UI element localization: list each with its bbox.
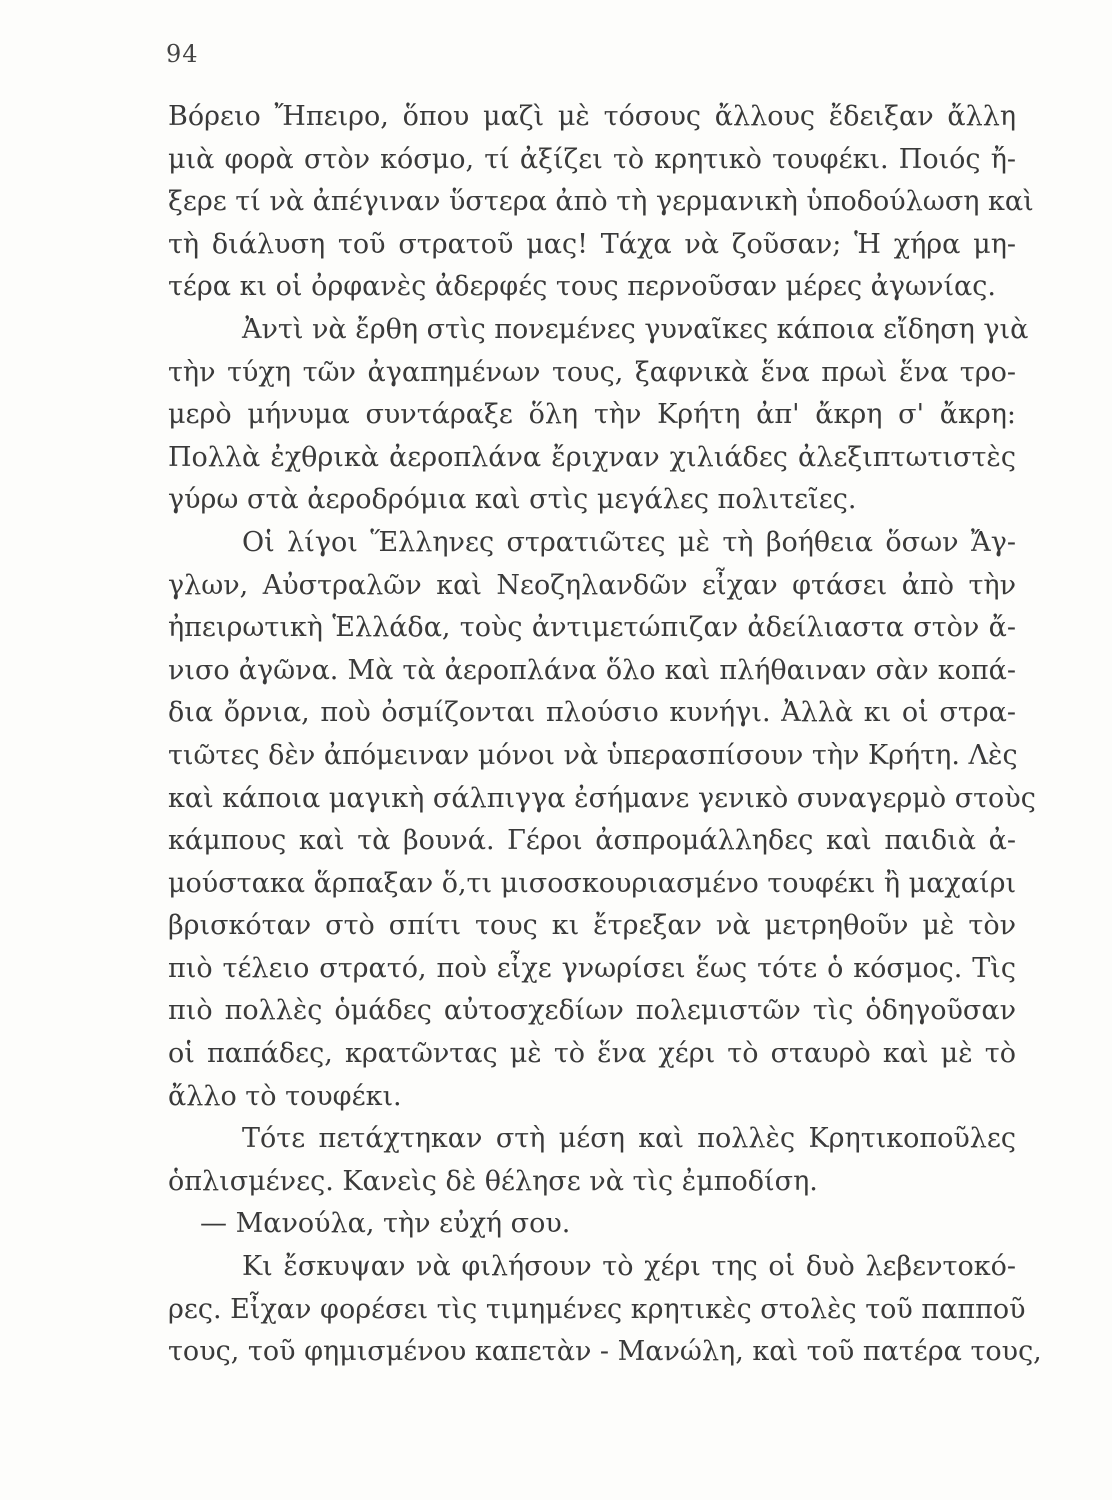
text-line: Τότε πετάχτηκαν στὴ μέση καὶ πολλὲς Κρητικοποῦλες [242, 1123, 1016, 1155]
text-line: τιῶτες δὲν ἀπόμειναν μόνοι νὰ ὑπερασπίσουν τὴν Κρήτη. Λὲς [168, 739, 1018, 771]
text-line: τὴ διάλυση τοῦ στρατοῦ μας! Τάχα νὰ ζοῦσαν; Ἡ χήρα μη- [168, 228, 1016, 260]
text-line: τους, τοῦ φημισμένου καπετὰν - Μανώλη, καὶ τοῦ πατέρα τους, [168, 1336, 1042, 1368]
text-line: βρισκόταν στὸ σπίτι τους κι ἔτρεξαν νὰ μετρηθοῦν μὲ τὸν [168, 910, 1016, 942]
text-line: οἱ παπάδες, κρατῶντας μὲ τὸ ἕνα χέρι τὸ σταυρὸ καὶ μὲ τὸ [168, 1038, 1016, 1070]
text-line: Οἱ λίγοι Ἕλληνες στρατιῶτες μὲ τὴ βοήθεια ὅσων Ἄγ- [242, 526, 1016, 558]
text-line: ὁπλισμένες. Κανεὶς δὲ θέλησε νὰ τὶς ἐμποδίση. [168, 1165, 818, 1197]
page-number: 94 [166, 40, 199, 68]
text-line: γλων, Αὐστραλῶν καὶ Νεοζηλανδῶν εἶχαν φτάσει ἀπὸ τὴν [168, 569, 1016, 601]
text-line: πιὸ τέλειο στρατό, ποὺ εἶχε γνωρίσει ἕως τότε ὁ κόσμος. Τὶς [168, 952, 1016, 984]
body-text [168, 96, 1042, 1374]
text-line: Ἀντὶ νὰ ἔρθη στὶς πονεμένες γυναῖκες κάποια εἴδηση γιὰ [242, 313, 1029, 345]
text-line: ἠπειρωτικὴ Ἑλλάδα, τοὺς ἀντιμετώπιζαν ἀδείλιαστα στὸν ἄ- [168, 612, 1016, 644]
text-line: ἄλλο τὸ τουφέκι. [168, 1080, 402, 1112]
text-line: — Μανούλα, τὴν εὐχή σου. [200, 1208, 571, 1240]
text-line: μιὰ φορὰ στὸν κόσμο, τί ἀξίζει τὸ κρητικὸ τουφέκι. Ποιός ἤ- [168, 143, 1016, 175]
text-line: ρες. Εἶχαν φορέσει τὶς τιμημένες κρητικὲς στολὲς τοῦ παπποῦ [168, 1293, 1026, 1325]
text-line: πιὸ πολλὲς ὁμάδες αὐτοσχεδίων πολεμιστῶν τὶς ὁδηγοῦσαν [168, 995, 1016, 1027]
text-line: τὴν τύχη τῶν ἀγαπημένων τους, ξαφνικὰ ἕνα πρωὶ ἕνα τρο- [168, 356, 1016, 388]
text-line: κάμπους καὶ τὰ βουνά. Γέροι ἀσπρομάλληδες καὶ παιδιὰ ἀ- [168, 825, 1016, 857]
text-line: καὶ κάποια μαγικὴ σάλπιγγα ἐσήμανε γενικὸ συναγερμὸ στοὺς [168, 782, 1036, 814]
text-line: μερὸ μήνυμα συντάραξε ὅλη τὴν Κρήτη ἀπ' ἄκρη σ' ἄκρη: [168, 399, 1016, 431]
text-line: νισο ἀγῶνα. Μὰ τὰ ἀεροπλάνα ὅλο καὶ πλήθαιναν σὰν κοπά- [168, 654, 1016, 686]
text-line: δια ὄρνια, ποὺ ὀσμίζονται πλούσιο κυνήγι. Ἀλλὰ κι οἱ στρα- [168, 697, 1016, 729]
text-line: Πολλὰ ἐχθρικὰ ἀεροπλάνα ἔριχναν χιλιάδες ἀλεξιπτωτιστὲς [168, 441, 1016, 473]
text-line: Κι ἔσκυψαν νὰ φιλήσουν τὸ χέρι της οἱ δυὸ λεβεντοκό- [242, 1251, 1016, 1283]
text-line: ξερε τί νὰ ἀπέγιναν ὕστερα ἀπὸ τὴ γερμανικὴ ὑποδούλωση καὶ [168, 186, 1034, 218]
text-line: τέρα κι οἱ ὀρφανὲς ἀδερφές τους περνοῦσαν μέρες ἀγωνίας. [168, 271, 996, 303]
text-line: μούστακα ἅρπαξαν ὅ,τι μισοσκουριασμένο τουφέκι ἢ μαχαίρι [168, 867, 1017, 899]
text-line: γύρω στὰ ἀεροδρόμια καὶ στὶς μεγάλες πολιτεῖες. [168, 484, 857, 516]
text-line: Βόρειο Ἤπειρο, ὅπου μαζὶ μὲ τόσους ἄλλους ἔδειξαν ἄλλη [168, 101, 1016, 132]
